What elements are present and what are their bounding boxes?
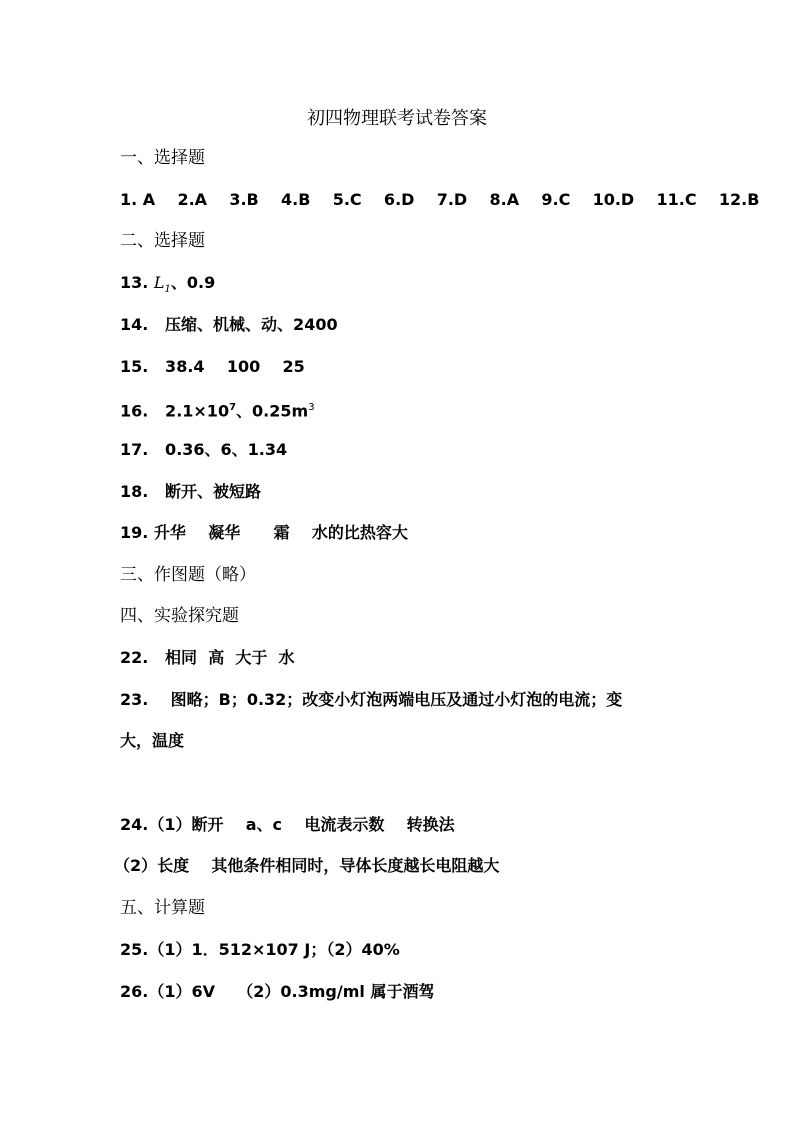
section-heading-experiment: 四、实验探究题 (120, 606, 239, 626)
answer-25: 25.（1）1．512×107 J；（2）40% (120, 940, 400, 959)
page-title: 初四物理联考试卷答案 (307, 108, 487, 129)
answer-16-unit-exponent: 3 (308, 402, 315, 413)
answer-23-line2: 大，温度 (120, 731, 185, 750)
answer-19: 19. 升华 凝华 霜 水的比热容大 (120, 523, 408, 542)
answer-13-number: 13. (120, 273, 154, 292)
answer-24-line1: 24.（1）断开 a、c 电流表示数 转换法 (120, 815, 455, 834)
answer-17: 17. 0.36、6、1.34 (120, 440, 288, 459)
answer-13 (120, 271, 734, 302)
section-heading-drawing: 三、作图题（略） (120, 565, 256, 585)
answer-16-exponent: 7 (229, 402, 237, 413)
section-heading-calculation: 五、计算题 (120, 898, 205, 918)
answer-14: 14. 压缩、机械、动、2400 (120, 315, 338, 334)
answer-13-subscript: 1 (164, 284, 171, 296)
multiple-choice-answers: 1. A 2.A 3.B 4.B 5.C 6.D 7.D 8.A 9.C 10.D 11.C 12.B (120, 190, 760, 209)
answer-13-value: 、0.9 (170, 273, 216, 292)
section-heading-fill-in: 二、选择题 (120, 231, 205, 251)
answer-18: 18. 断开、被短路 (120, 482, 262, 501)
section-heading-multiple-choice: 一、选择题 (120, 148, 205, 168)
answer-13-variable: L (153, 273, 165, 292)
answer-16-main: 16. 2.1×10 (120, 401, 230, 421)
answer-16 (120, 396, 734, 423)
answer-24-line2: （2）长度 其他条件相同时，导体长度越长电阻越大 (114, 856, 500, 875)
answer-22: 22. 相同 高 大于 水 (120, 648, 295, 667)
answer-15: 15. 38.4 100 25 (120, 357, 305, 376)
answer-26: 26.（1）6V （2）0.3mg/ml 属于酒驾 (120, 982, 435, 1001)
answer-16-rest: 、0.25m (236, 401, 309, 421)
answer-23-line1: 23. 图略；B；0.32；改变小灯泡两端电压及通过小灯泡的电流；变 (120, 690, 623, 709)
